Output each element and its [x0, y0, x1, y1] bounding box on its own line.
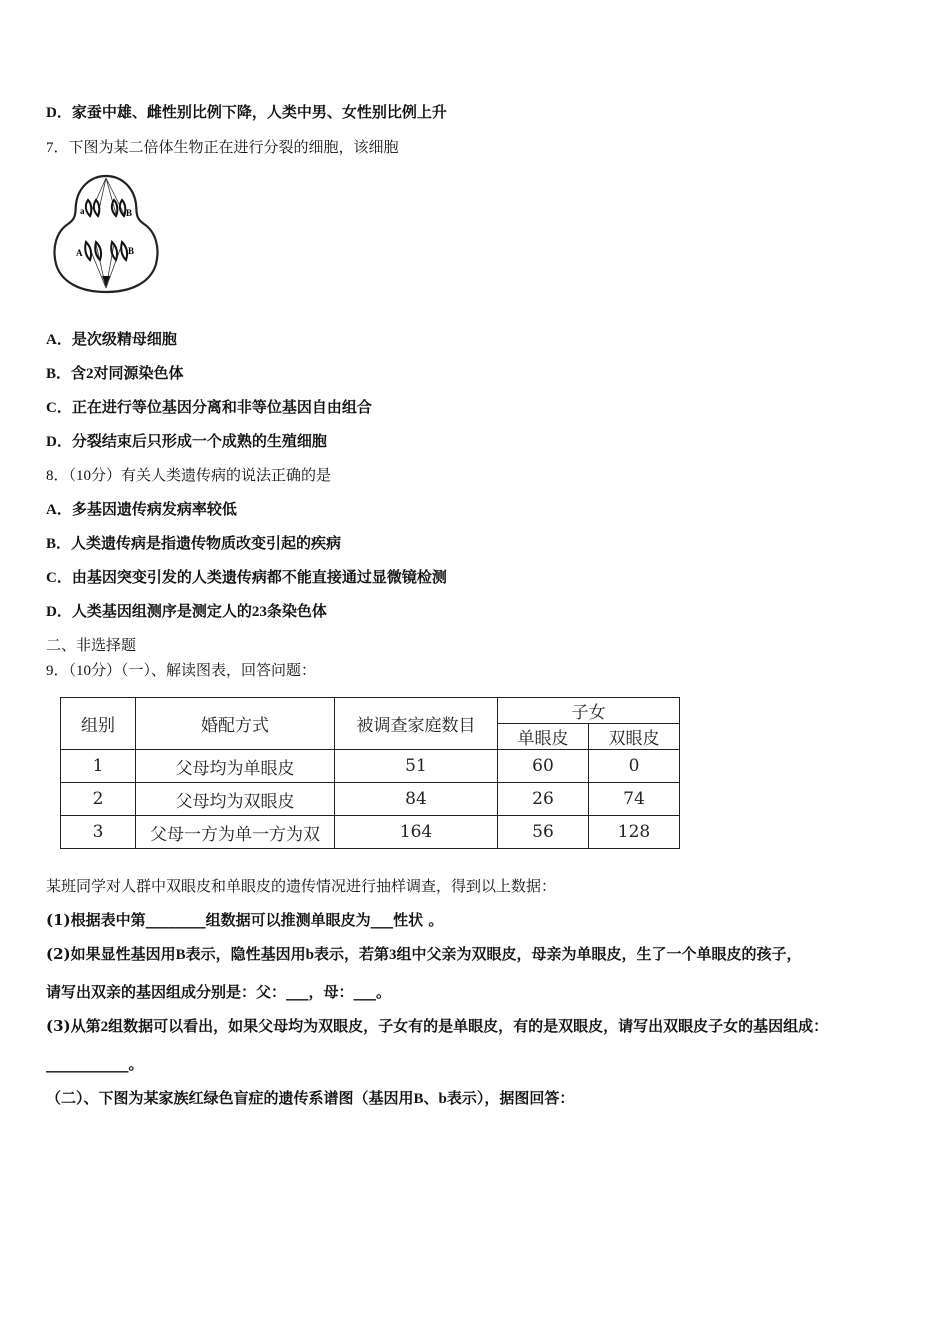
- cell-families: 164: [335, 816, 498, 849]
- section-title: 二、非选择题: [46, 636, 137, 654]
- cell-marriage: 父母均为单眼皮: [136, 750, 335, 783]
- table-row: [61, 783, 680, 816]
- option-letter: A．: [46, 332, 72, 348]
- option-text-pre: 人类基因组测序是测定人的: [71, 602, 252, 620]
- cell-marriage: 父母均为双眼皮: [136, 783, 335, 816]
- header-single: 单眼皮: [498, 724, 589, 750]
- cell-division-figure: [46, 170, 166, 298]
- answer-blank[interactable]: ___: [353, 983, 377, 1001]
- q9-part3-line2: [46, 1054, 144, 1074]
- option-letter: A．: [46, 502, 72, 518]
- option-letter: B．: [46, 366, 72, 382]
- q9-part2-line1: [46, 944, 802, 965]
- option-letter: C．: [46, 400, 72, 416]
- q7-stem: [46, 137, 399, 158]
- question-text: 有关人类遗传病的说法正确的是: [121, 466, 332, 484]
- q9-part2-heading: [46, 1088, 574, 1109]
- option-letter: C．: [46, 570, 72, 586]
- option-letter: D．: [46, 434, 72, 450]
- question-text: 下图为某二倍体生物正在进行分裂的细胞，该细胞: [68, 138, 399, 156]
- answer-blank[interactable]: ___________: [46, 1055, 129, 1073]
- p2-text-d: 组中父亲为双眼皮，母亲为单眼皮，生了一个单眼皮的孩子，: [396, 945, 802, 963]
- q9-part3-line1: [46, 1016, 828, 1037]
- q6-option-d: [46, 102, 447, 123]
- label-b-top: B: [126, 208, 133, 218]
- cell-group: 3: [61, 816, 136, 849]
- q8-option-c: [46, 567, 447, 588]
- cell-double: 128: [589, 816, 680, 849]
- p2-text-a: (2)如果显性基因用: [46, 945, 176, 963]
- cell-families: 51: [335, 750, 498, 783]
- table-row: [61, 816, 680, 849]
- p2-line2-b: ，母：: [308, 983, 354, 1001]
- gene-b: b: [305, 947, 315, 963]
- group-number: 2: [100, 1019, 109, 1035]
- cell-group: 2: [61, 783, 136, 816]
- q8-stem: [46, 465, 331, 486]
- option-text-post: 条染色体: [266, 602, 327, 620]
- gene-b: b: [438, 1091, 447, 1107]
- header-families: 被调查家庭数目: [335, 698, 498, 750]
- question-score: （10分）: [68, 663, 122, 679]
- option-text: 分裂结束后只形成一个成熟的生殖细胞: [71, 432, 327, 450]
- p1-text-c: 性状 。: [393, 911, 444, 929]
- p2-line2-c: 。: [376, 983, 392, 1001]
- option-letter: D．: [46, 105, 72, 121]
- table-row: [61, 750, 680, 783]
- option-text-post: 对同源染色体: [93, 364, 184, 382]
- q7-option-d: [46, 431, 327, 452]
- q8-option-b: [46, 533, 341, 554]
- label-b-bottom: B: [128, 246, 135, 256]
- cell-marriage: 父母一方为单一方为双: [136, 816, 335, 849]
- header-group: 组别: [61, 698, 136, 750]
- cell-membrane: [55, 176, 158, 292]
- answer-blank[interactable]: ___: [370, 911, 394, 929]
- question-text: （一）、解读图表，回答问题：: [121, 661, 317, 679]
- option-text: 多基因遗传病发病率较低: [71, 500, 237, 518]
- q7-option-a: [46, 329, 177, 350]
- answer-blank[interactable]: ___: [286, 983, 309, 1001]
- q8-option-a: [46, 499, 237, 520]
- part2-sep: 、: [423, 1089, 439, 1107]
- q9-part1: [46, 910, 443, 930]
- question-score: （10分）: [68, 468, 122, 484]
- p3-text-b: 组数据可以看出，如果父母均为双眼皮，子女有的是单眼皮，有的是双眼皮，请写出双眼皮子女的基因组成：: [108, 1017, 829, 1035]
- cell-double: 0: [589, 750, 680, 783]
- gene-B: B: [175, 947, 186, 963]
- cell-group: 1: [61, 750, 136, 783]
- option-text: 人类遗传病是指遗传物质改变引起的疾病: [71, 534, 342, 552]
- cell-single: 56: [498, 816, 589, 849]
- header-children: 子女: [498, 698, 680, 724]
- part2-text-c: 表示），据图回答：: [446, 1089, 575, 1107]
- label-a: a: [80, 206, 85, 216]
- q9-stem: [46, 660, 316, 681]
- option-text: 正在进行等位基因分离和非等位基因自由组合: [71, 398, 372, 416]
- q7-option-b: [46, 363, 184, 384]
- p2-line2-a: 请写出双亲的基因组成分别是：父：: [46, 983, 287, 1001]
- q9-part2-line2: [46, 982, 391, 1002]
- question-number: 8．: [46, 468, 69, 484]
- upper-chromosomes: [86, 200, 125, 216]
- question-number: 9．: [46, 663, 69, 679]
- spindle-top: [90, 178, 124, 214]
- q8-option-d: [46, 601, 327, 622]
- header-double: 双眼皮: [589, 724, 680, 750]
- cell-single: 60: [498, 750, 589, 783]
- p3-text-a: (3)从第: [46, 1017, 101, 1035]
- question-number: 7．: [46, 140, 69, 156]
- label-A: A: [76, 248, 83, 258]
- option-text-pre: 含: [71, 364, 87, 382]
- option-letter: D．: [46, 604, 72, 620]
- p1-text-b: 组数据可以推测单眼皮为: [205, 911, 371, 929]
- q7-option-c: [46, 397, 372, 418]
- group-number: 3: [389, 947, 397, 963]
- part2-text-a: （二）、下图为某家族红绿色盲症的遗传系谱图（基因用: [46, 1089, 414, 1107]
- survey-table: [60, 697, 680, 849]
- table-header-row: [61, 698, 680, 724]
- header-marriage: 婚配方式: [136, 698, 335, 750]
- q9-intro: 某班同学对人群中双眼皮和单眼皮的遗传情况进行抽样调查，得到以上数据：: [46, 877, 557, 895]
- option-text: 由基因突变引发的人类遗传病都不能直接通过显微镜检测: [71, 568, 447, 586]
- gene-B: B: [413, 1091, 424, 1107]
- option-number: 23: [251, 604, 267, 620]
- option-text: 是次级精母细胞: [71, 330, 177, 348]
- cell-single: 26: [498, 783, 589, 816]
- p2-text-b1: 表示，隐性基因用: [185, 945, 306, 963]
- lower-chromosomes: [85, 242, 127, 260]
- option-number: 2: [86, 366, 94, 382]
- p3-end: 。: [128, 1055, 144, 1073]
- cell-families: 84: [335, 783, 498, 816]
- answer-blank[interactable]: ________: [145, 911, 206, 929]
- p2-text-c: 表示，若第: [314, 945, 390, 963]
- cell-double: 74: [589, 783, 680, 816]
- option-text: 家蚕中雄、雌性别比例下降，人类中男、女性别比例上升: [71, 103, 447, 121]
- p1-text-a: (1)根据表中第: [46, 911, 146, 929]
- option-letter: B．: [46, 536, 72, 552]
